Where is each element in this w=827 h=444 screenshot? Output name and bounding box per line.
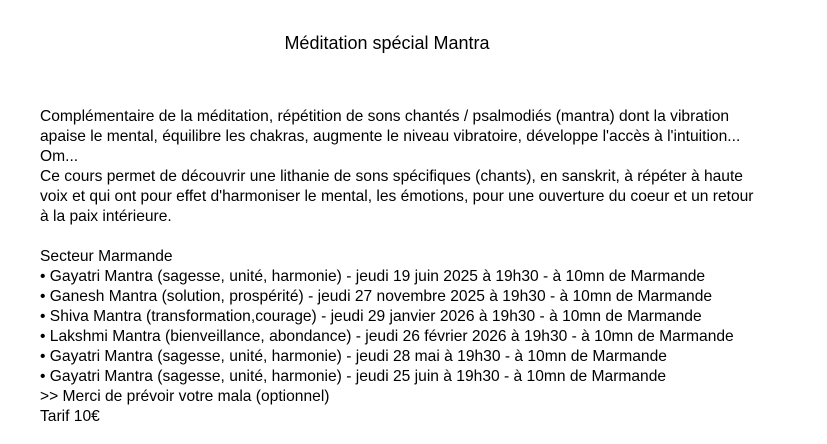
session-item: • Gayatri Mantra (sagesse, unité, harmonie) - jeudi 25 juin à 19h30 - à 10mn de Marmande xyxy=(40,368,667,385)
sector-heading: Secteur Marmande xyxy=(40,248,173,265)
session-item: • Gayatri Mantra (sagesse, unité, harmonie) - jeudi 28 mai à 19h30 - à 10mn de Marmande xyxy=(40,348,667,365)
intro-line: Om... xyxy=(40,148,79,165)
session-item: • Gayatri Mantra (sagesse, unité, harmonie) - jeudi 19 juin 2025 à 19h30 - à 10mn de Marmande xyxy=(40,268,706,285)
page-title: Méditation spécial Mantra xyxy=(284,33,490,53)
intro-line: Complémentaire de la méditation, répétition de sons chantés / psalmodiés (mantra) dont la vibration xyxy=(40,108,730,125)
description-block xyxy=(40,107,820,427)
intro-line: voix et qui ont pour effet d'harmoniser le mental, les émotions, pour une ouverture du coeur et un retour xyxy=(40,188,754,205)
spacer xyxy=(40,227,820,247)
session-item: • Lakshmi Mantra (bienveillance, abondance) - jeudi 26 février 2026 à 19h30 - à 10mn de Marmande xyxy=(40,328,734,345)
price-text: Tarif 10€ xyxy=(40,408,100,425)
session-item: • Shiva Mantra (transformation,courage) - jeudi 29 janvier 2026 à 19h30 - à 10mn de Marmande xyxy=(40,308,702,325)
mala-note: >> Merci de prévoir votre mala (optionnel) xyxy=(40,388,330,405)
intro-line: à la paix intérieure. xyxy=(40,208,172,225)
intro-line: Ce cours permet de découvrir une lithanie de sons spécifiques (chants), en sanskrit, à répéter à haute xyxy=(40,168,743,185)
intro-line: apaise le mental, équilibre les chakras, augmente le niveau vibratoire, développe l'accès à l'intuition... xyxy=(40,128,741,145)
session-item: • Ganesh Mantra (solution, prospérité) - jeudi 27 novembre 2025 à 19h30 - à 10mn de Marmande xyxy=(40,288,713,305)
